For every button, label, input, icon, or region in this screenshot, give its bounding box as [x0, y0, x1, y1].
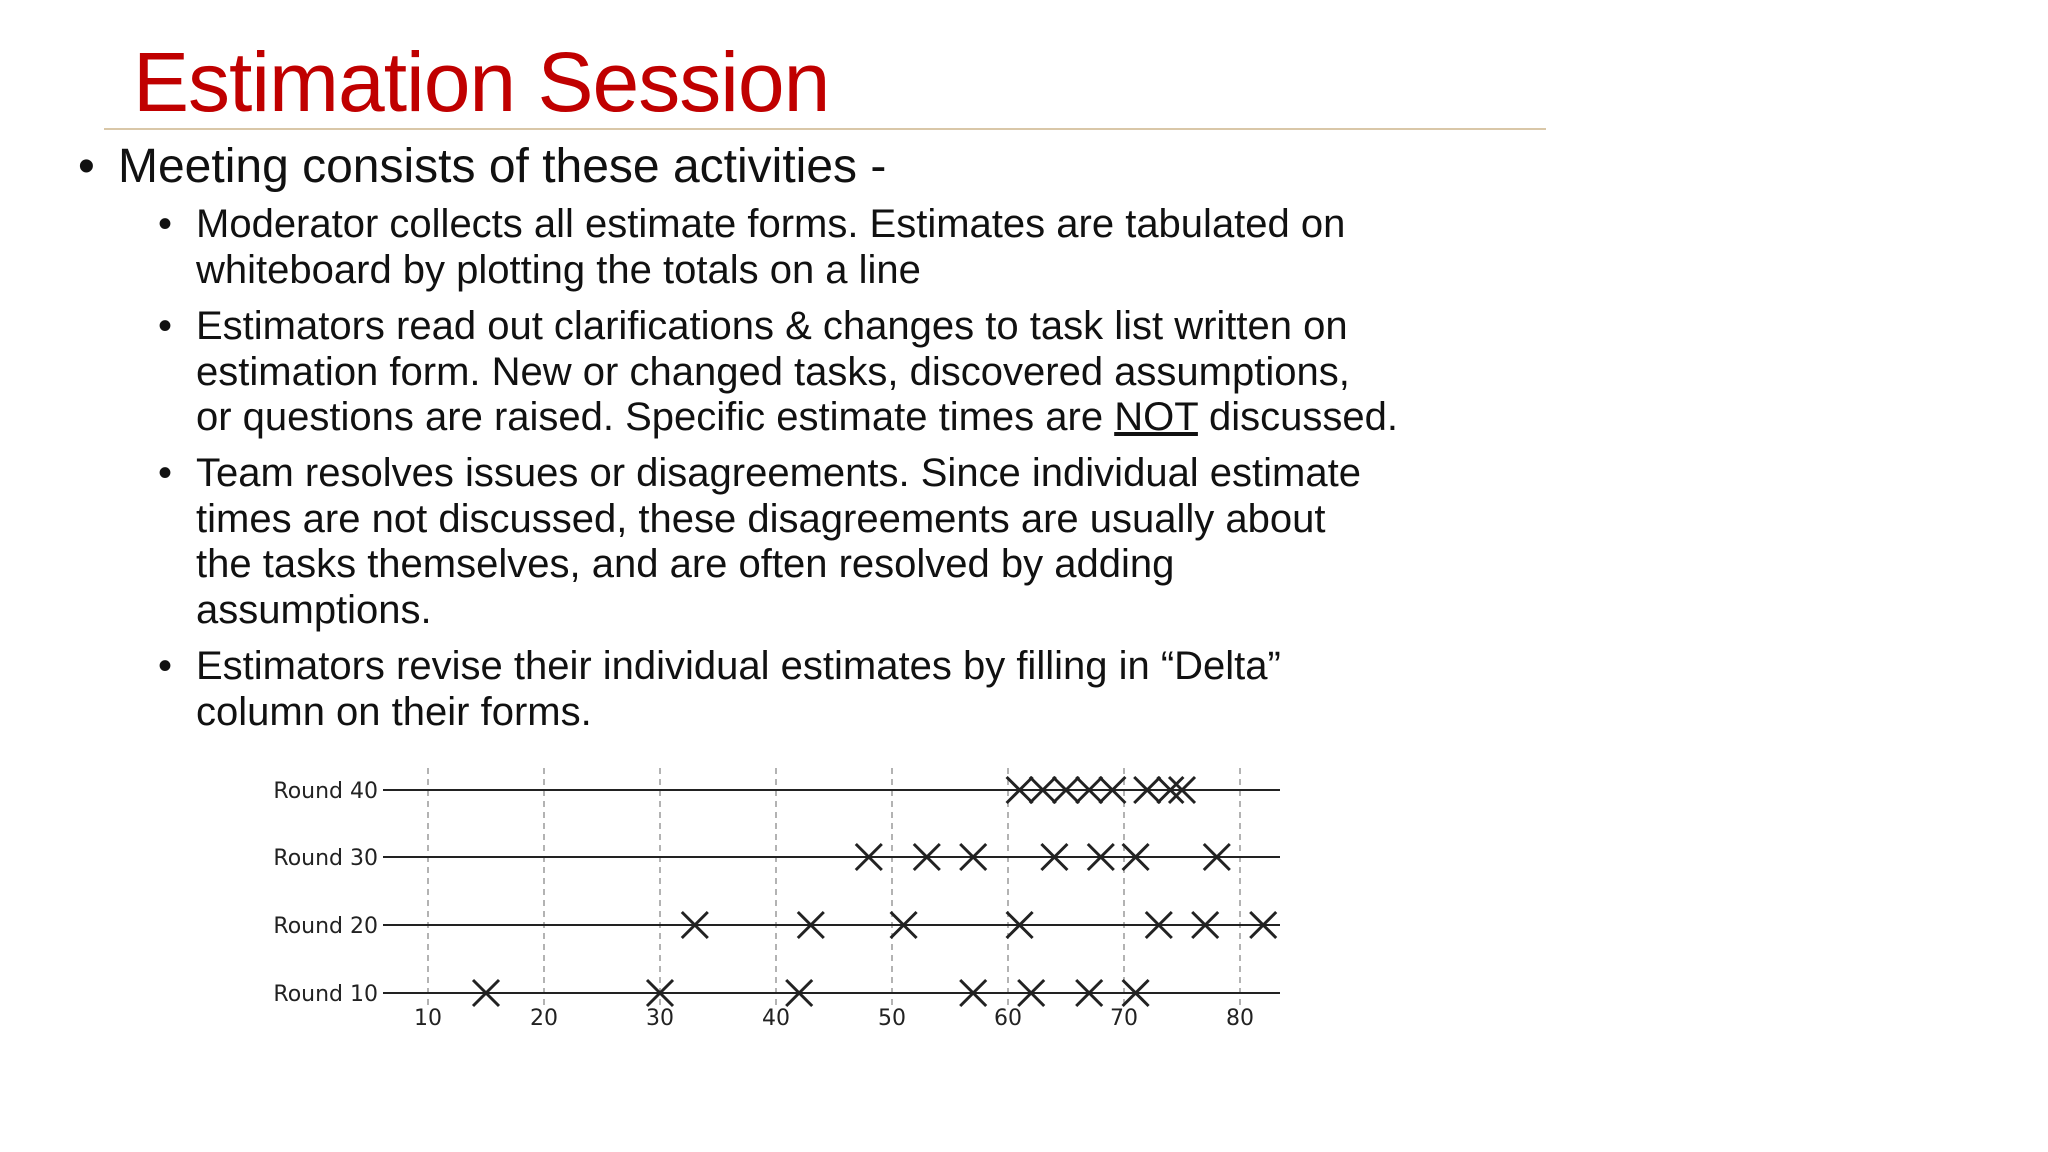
bullet-icon: • — [78, 140, 95, 193]
x-tick-label: 20 — [530, 1006, 558, 1031]
sub-bullet-resolve — [158, 451, 1578, 633]
sub-bullet-collect — [158, 202, 1578, 293]
sub-bullet-text: or questions are raised. Specific estimate times are — [196, 395, 1115, 439]
sub-bullet-line: times are not discussed, these disagreements are usually about — [196, 496, 1326, 541]
estimate-rounds-chart — [240, 750, 1290, 1040]
estimate-rounds-plot — [240, 750, 1290, 1040]
bullet-icon: • — [158, 202, 173, 246]
bullet-icon: • — [158, 644, 173, 688]
sub-bullet-line: column on their forms. — [196, 689, 592, 734]
row-label: Round 30 — [273, 846, 378, 871]
row-label: Round 40 — [273, 779, 378, 804]
sub-bullet-clarifications — [158, 304, 1578, 441]
emphasis-not: NOT — [1114, 395, 1198, 439]
sub-bullet-line: estimation form. New or changed tasks, discovered assumptions, — [196, 349, 1350, 394]
sub-bullet-line: Estimators read out clarifications & changes to task list written on — [196, 304, 1348, 348]
bullet-icon: • — [158, 304, 173, 348]
title-divider — [104, 128, 1546, 130]
main-bullet-text: Meeting consists of these activities - — [118, 140, 887, 193]
x-tick-label: 40 — [762, 1006, 790, 1031]
x-tick-label: 60 — [994, 1006, 1022, 1031]
x-tick-label: 30 — [646, 1006, 674, 1031]
main-bullet — [78, 136, 1518, 198]
sub-bullet-text: discussed. — [1197, 395, 1399, 439]
row-label: Round 10 — [273, 982, 378, 1007]
x-tick-label: 80 — [1226, 1006, 1254, 1031]
sub-bullet-line: Estimators revise their individual estimates by filling in “Delta” — [196, 644, 1281, 688]
bullet-icon: • — [158, 451, 173, 495]
slide-title: Estimation Session — [133, 35, 830, 129]
sub-bullet-line: whiteboard by plotting the totals on a line — [196, 247, 921, 292]
sub-bullet-line: Moderator collects all estimate forms. Estimates are tabulated on — [196, 202, 1346, 246]
x-tick-label: 50 — [878, 1006, 906, 1031]
row-label: Round 20 — [273, 914, 378, 939]
sub-bullet-line: the tasks themselves, and are often resolved by adding — [196, 542, 1175, 586]
sub-bullet-revise — [158, 644, 1578, 735]
x-tick-label: 10 — [414, 1006, 442, 1031]
sub-bullet-line — [158, 395, 1578, 441]
sub-bullet-line: assumptions. — [196, 587, 432, 632]
sub-bullet-line: Team resolves issues or disagreements. Since individual estimate — [196, 451, 1361, 495]
x-tick-label: 70 — [1110, 1006, 1138, 1031]
bullet-list — [78, 136, 1518, 198]
